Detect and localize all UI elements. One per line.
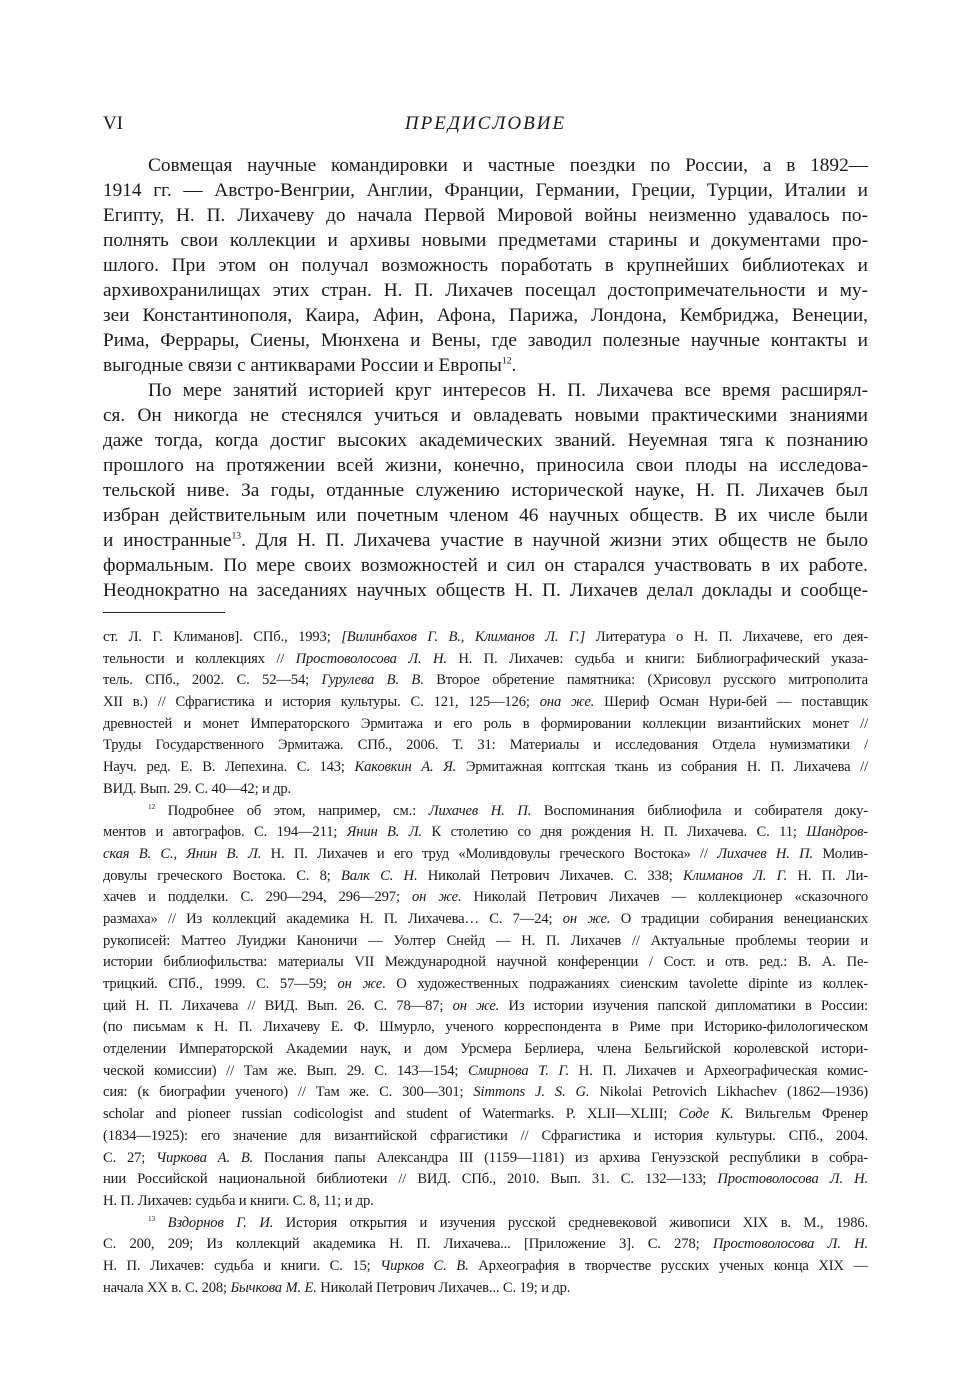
text-run: ВИД. Вып. 29. С. 40—42; и др. — [103, 780, 292, 797]
text-line — [103, 952, 868, 974]
text-line — [103, 822, 868, 844]
text-run: Н. П. Лихачев и Археографическая комис- — [569, 1062, 869, 1079]
text-run: нии Российской национальной библиотеки // ВИД. СПб., 2010. Вып. 31. С. 132—133; — [103, 1171, 718, 1188]
text-line — [103, 887, 868, 909]
text-run: ст. Л. Г. Климанов]. СПб., 1993; — [103, 629, 342, 645]
text-run: Н. П. Лихачев: судьба и книги. С. 15; — [103, 1257, 381, 1274]
text-line — [103, 779, 868, 801]
text-line — [103, 1234, 868, 1256]
italic-citation: Простоволосова Л. Н. — [295, 650, 447, 667]
text-run: Совмещая научные командировки и частные поездки по России, а в 1892— — [148, 155, 868, 176]
text-line — [103, 627, 868, 649]
paragraph — [103, 378, 868, 603]
text-line — [103, 1104, 868, 1126]
text-line — [103, 714, 868, 736]
text-line — [103, 649, 868, 671]
text-run: Н. П. Ли- — [787, 867, 869, 884]
italic-citation: ская В. С., Янин В. Л. — [103, 845, 262, 862]
text-run: ментов и автографов. С. 194—211; — [103, 824, 347, 841]
italic-citation: Лихачев Н. П. — [717, 845, 813, 862]
text-line — [103, 178, 868, 203]
text-run: Египту, Н. П. Лихачеву до начала Первой Мировой войны неизменно удавалось по- — [103, 205, 868, 226]
text-line — [103, 1169, 868, 1191]
text-run: К столетию со дня рождения Н. П. Лихачева. С. 11; — [422, 824, 807, 841]
italic-citation: он же — [337, 976, 383, 992]
page-number: VI — [103, 113, 124, 134]
text-line — [103, 553, 868, 578]
text-line — [103, 670, 868, 692]
text-run: О традиции собирания венецианских — [610, 910, 868, 927]
text-run: Молив- — [812, 845, 868, 862]
italic-citation: Лихачев Н. П. — [428, 802, 532, 819]
text-line — [103, 503, 868, 528]
text-line — [103, 453, 868, 478]
italic-citation: он же. — [411, 889, 462, 906]
text-run: Nikolai Petrovich Likhachev (1862—1936) — [589, 1084, 868, 1101]
text-run: сия: (к биографии ученого) // Там же. С. 300—301; — [103, 1084, 474, 1101]
text-line — [103, 735, 868, 757]
text-run: полнять свои коллекции и архивы новыми предметами старины и документами про- — [103, 230, 868, 251]
text-line — [103, 478, 868, 503]
text-run: Второе обретение памятника: (Хрисовул русского митрополита — [423, 672, 868, 689]
text-line — [103, 1061, 868, 1083]
text-run — [155, 1215, 168, 1231]
text-run: . — [511, 355, 517, 376]
text-line — [103, 866, 868, 888]
text-run: прошлого на протяжении всей жизни, конечно, приносила свои плоды на исследова- — [103, 455, 868, 476]
text-run: тель. СПб., 2002. С. 52—54; — [103, 672, 322, 689]
text-run: тельности и коллекциях // — [103, 650, 296, 667]
running-title: ПРЕДИСЛОВИЕ — [404, 113, 567, 134]
text-run: Из истории изучения папской дипломатики в России: — [499, 997, 869, 1014]
text-run: зеи Константинополя, Каира, Афин, Афона, Парижа, Лондона, Кембриджа, Венеции, — [103, 305, 868, 326]
text-line — [103, 1278, 868, 1300]
italic-citation: Вздорнов Г. И. — [167, 1214, 274, 1231]
footnote-separator — [103, 612, 225, 613]
text-run: истории библиофильства: материалы VII Международной научной конференции / Сост. и отв. ред.: В. А. Пе- — [103, 954, 868, 971]
text-line — [103, 801, 868, 823]
text-run: Воспоминания библиофила и собирателя доку- — [531, 802, 868, 819]
text-run: Н. П. Лихачев и его труд «Моливдовулы греческого Востока» // — [261, 845, 718, 862]
text-line — [103, 303, 868, 328]
footnote-ref: 13 — [148, 1213, 155, 1223]
text-run: Николай Петрович Лихачев — коллекционер «сказочного — [461, 889, 868, 906]
footnote-ref: 13 — [231, 530, 242, 542]
italic-citation: Чиркова А. В. — [156, 1149, 254, 1166]
italic-citation: Валк С. Н. — [341, 867, 418, 884]
page-header — [103, 113, 868, 139]
text-run: (по письмам к Н. П. Лихачеву Е. Ф. Шмурло, ученого корреспондента в Риме при Историко-филологическом — [103, 1019, 868, 1036]
text-run: Эрмитажная коптская ткань из собрания Н. П. Лихачева // — [456, 759, 868, 776]
text-line — [103, 428, 868, 453]
text-line — [103, 1039, 868, 1061]
text-run: ческой комиссии) // Там же. Вып. 29. С. 143—154; — [103, 1062, 468, 1079]
text-line — [103, 403, 868, 428]
footnote-ref: 12 — [148, 801, 155, 811]
text-run: С. 200, 209; Из коллекций академика Н. П. Лихачева... [Приложение 3]. С. 278; — [103, 1236, 713, 1253]
text-line — [103, 153, 868, 178]
italic-citation: Простоволосова Л. Н. — [712, 1236, 868, 1253]
text-run: Вильгельм Френер — [733, 1106, 869, 1123]
italic-citation: [Вилинбахов Г. В., Климанов Л. Г.] — [341, 629, 586, 645]
text-line — [103, 1148, 868, 1170]
text-run: размаха» // Из коллекций академика Н. П. Лихачева… С. 7—24; — [103, 910, 563, 927]
text-run: отделении Императорской Академии наук, и дом Урсмера Берлиера, члена Бельгийской королевской истори- — [103, 1041, 868, 1058]
italic-citation: Янин В. Л. — [346, 824, 423, 841]
text-line — [103, 278, 868, 303]
text-run: формальным. По мере своих возможностей и сил он старался участвовать в их работе. — [103, 555, 868, 576]
text-run: (1834—1925): его значение для византийской сфрагистики // Сфрагистика и история культуры. СПб., 2004. — [103, 1127, 868, 1144]
text-line — [103, 378, 868, 403]
main-text — [103, 153, 868, 603]
text-run: По мере занятий историей круг интересов Н. П. Лихачева все время расширял- — [148, 380, 868, 401]
text-line — [103, 909, 868, 931]
text-line — [103, 1126, 868, 1148]
text-line — [103, 931, 868, 953]
italic-citation: Соде К. — [678, 1106, 734, 1123]
text-run: и иностранные — [103, 530, 232, 551]
italic-citation: Бычкова М. Е. — [230, 1279, 317, 1296]
text-run: Археография в творчестве русских ученых конца XIX — — [468, 1257, 868, 1274]
text-run: Неоднократно на заседаниях научных обществ Н. П. Лихачев делал доклады и сообще- — [103, 580, 868, 601]
text-run: древностей и монет Императорского Эрмитажа и его роль в формировании коллекции византийских монет // — [103, 715, 868, 732]
text-run: История открытия и изучения русской средневековой живописи XIX в. М., 1986. — [273, 1214, 868, 1231]
text-line — [103, 844, 868, 866]
text-run: довулы греческого Востока. С. 8; — [103, 867, 342, 884]
footnote — [103, 801, 868, 1213]
text-run: . Для Н. П. Лихачева участие в научной жизни этих обществ не было — [241, 530, 868, 551]
text-line — [103, 1017, 868, 1039]
text-line — [103, 228, 868, 253]
text-line — [103, 203, 868, 228]
text-run: избран действительным или почетным членом 46 научных обществ. В их числе были — [103, 505, 868, 526]
text-run: scholar and pioneer russian codicologist and student of Watermarks. P. XLII—XLIII; — [103, 1106, 679, 1123]
text-run: Н. П. Лихачев: судьба и книги. С. 8, 11; и др. — [103, 1192, 374, 1209]
text-run: шлого. При этом он получал возможность поработать в крупнейших библиотеках и — [103, 255, 868, 276]
text-run: 1914 гг. — Австро-Венгрии, Англии, Франции, Германии, Греции, Турции, Италии и — [103, 180, 868, 201]
text-run: Николай Петрович Лихачев... С. 19; и др. — [316, 1279, 571, 1296]
text-run: Подробнее об этом, например, см.: — [155, 802, 429, 819]
text-run: Шериф Осман Нури-бей — поставщик — [594, 694, 868, 711]
text-line — [103, 253, 868, 278]
text-line — [103, 996, 868, 1018]
text-line — [103, 1256, 868, 1278]
footnote-ref: 12 — [501, 355, 512, 367]
paragraph — [103, 153, 868, 378]
text-line — [103, 528, 868, 553]
text-line — [103, 974, 868, 996]
text-line — [103, 757, 868, 779]
footnotes — [103, 627, 868, 1299]
italic-citation: Шандров- — [806, 824, 868, 841]
text-line — [103, 692, 868, 714]
text-run: даже тогда, когда достиг высоких академических званий. Неуемная тяга к познанию — [103, 430, 868, 451]
text-run: Послания папы Александра III (1159—1181) из архива Генуэзской республики в собра- — [253, 1149, 868, 1166]
text-line — [103, 1082, 868, 1104]
italic-citation: Каковкин А. Я. — [354, 759, 457, 776]
italic-citation: она же. — [539, 694, 595, 711]
text-line — [103, 328, 868, 353]
text-run: хачев и подделки. С. 290—294, 296—297; — [103, 889, 412, 906]
italic-citation: Смирнова Т. Г. — [468, 1062, 570, 1079]
italic-citation: Гурулева В. В. — [321, 672, 424, 689]
text-run: С. 27; — [103, 1149, 157, 1166]
footnote — [103, 627, 868, 801]
text-run: Николай Петрович Лихачев. С. 338; — [417, 867, 684, 884]
text-run: трицкий. СПб., 1999. С. 57—59; — [103, 976, 338, 992]
italic-citation: Климанов Л. Г. — [683, 867, 788, 884]
text-run: . О художественных подражаниях сиенским tavolette dipinte из коллек- — [382, 976, 868, 992]
text-run: Рима, Феррары, Сиены, Мюнхена и Вены, где заводил полезные научные контакты и — [103, 330, 868, 351]
text-run: XII в.) // Сфрагистика и история культуры. С. 121, 125—126; — [103, 694, 540, 711]
text-line — [103, 1213, 868, 1235]
italic-citation: Простоволосова Л. Н. — [717, 1171, 868, 1188]
text-run: архивохранилищах этих стран. Н. П. Лихачев посещал достопримечательности и му- — [103, 280, 868, 301]
text-run: тельской ниве. За годы, отданные служению исторической науке, Н. П. Лихачев был — [103, 480, 868, 501]
text-run: начала XX в. С. 208; — [103, 1279, 231, 1296]
text-run: Труды Государственного Эрмитажа. СПб., 2006. Т. 31: Материалы и исследования Отдела нумизматики / — [103, 737, 868, 754]
text-run: ся. Он никогда не стеснялся учиться и овладевать новыми практическими знаниями — [103, 405, 868, 426]
italic-citation: Чирков С. В. — [380, 1257, 469, 1274]
footnote — [103, 1213, 868, 1300]
text-line — [103, 578, 868, 603]
text-run: Науч. ред. Е. В. Лепехина. С. 143; — [103, 759, 355, 776]
italic-citation: он же. — [562, 910, 611, 927]
italic-citation: Simmons J. S. G. — [473, 1084, 590, 1101]
italic-citation: он же. — [452, 997, 500, 1014]
text-run: ций Н. П. Лихачева // ВИД. Вып. 26. С. 78—87; — [103, 997, 453, 1014]
text-line — [103, 353, 868, 378]
text-run: Н. П. Лихачев: судьба и книги: Библиографический указа- — [446, 650, 868, 667]
text-run: Литература о Н. П. Лихачеве, его дея- — [585, 629, 868, 645]
text-run: выгодные связи с антикварами России и Европы — [103, 355, 502, 376]
text-line — [103, 1191, 868, 1213]
text-run: рукописей: Маттео Луиджи Каноничи — Уолтер Снейд — Н. П. Лихачев // Актуальные проблемы теории и — [103, 932, 868, 949]
